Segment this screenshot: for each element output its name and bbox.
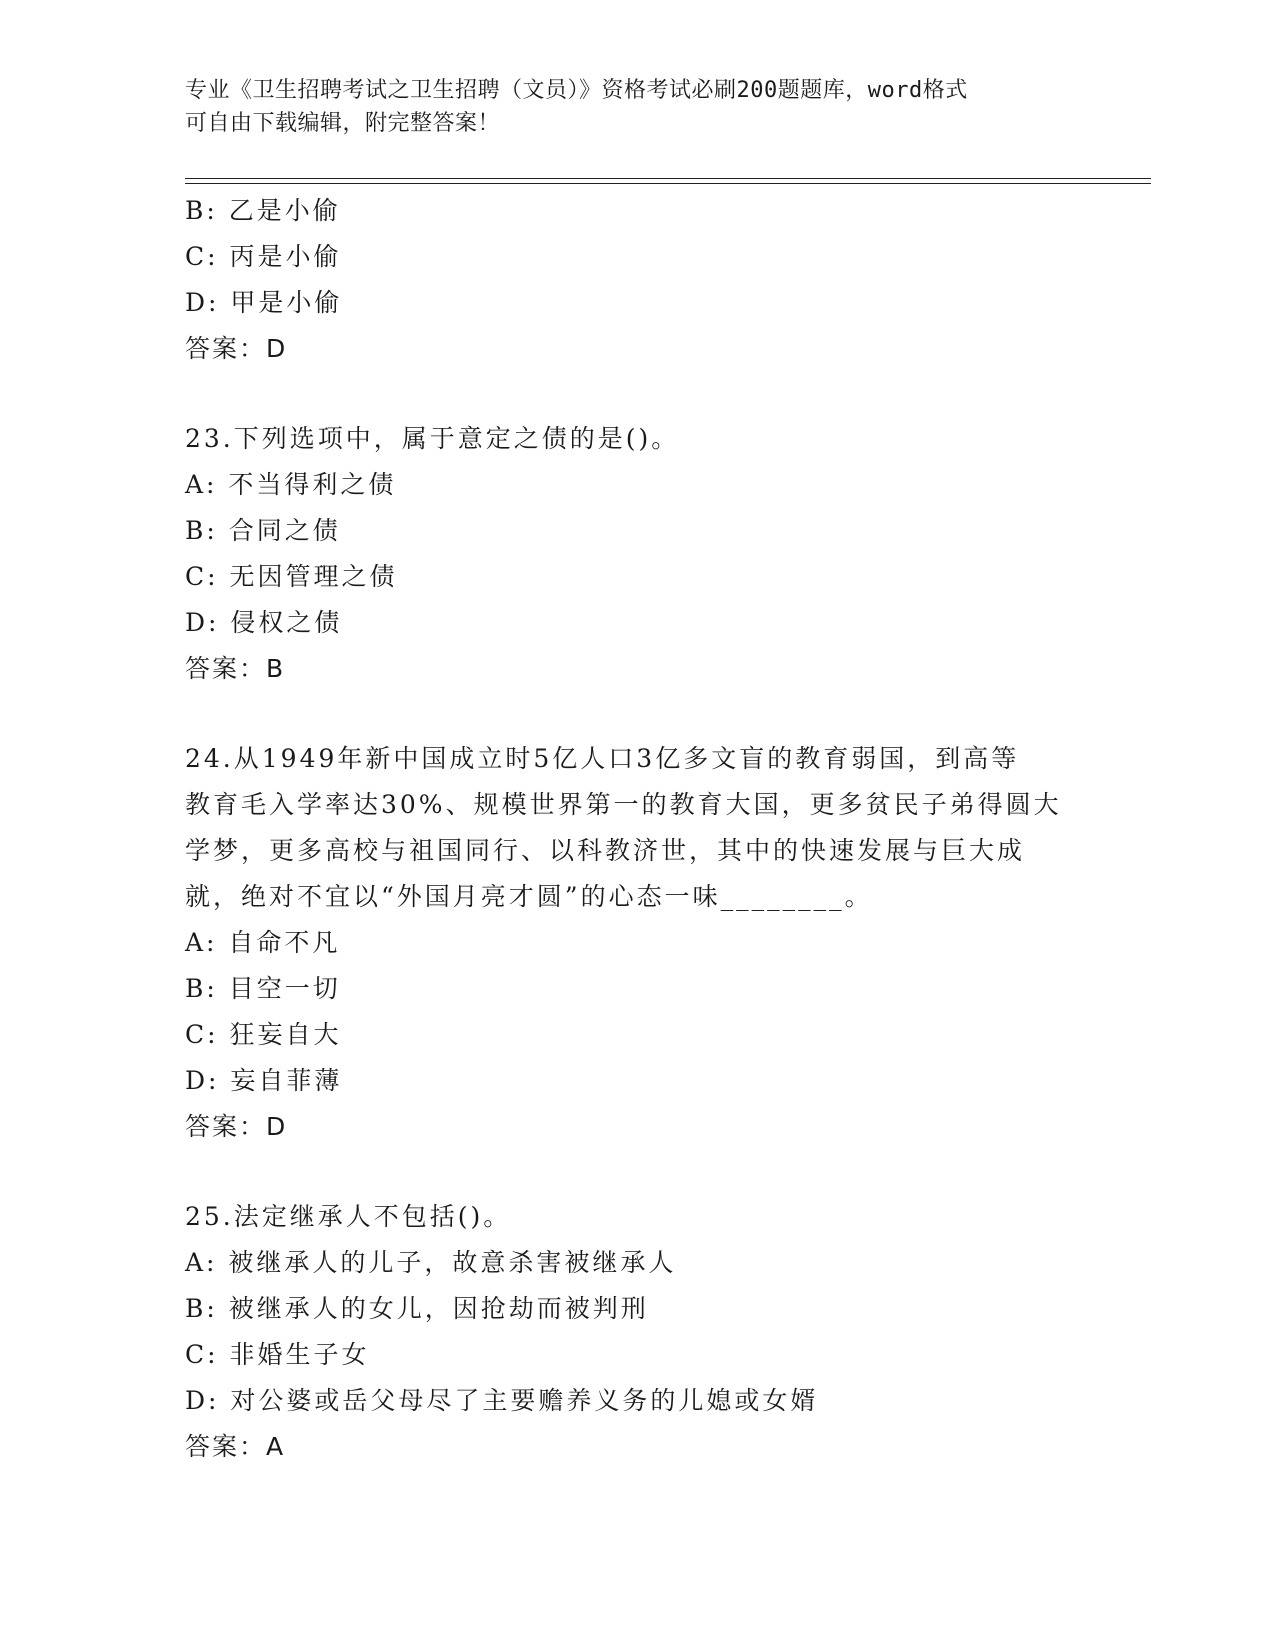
option-b: B: 乙是小偷 xyxy=(185,196,341,225)
header-title-line-2: 可自由下载编辑，附完整答案！ xyxy=(185,111,501,136)
question-24 xyxy=(185,736,1085,1150)
question-stem-line-3: 学梦，更多高校与祖国同行、以科教济世，其中的快速发展与巨大成 xyxy=(185,836,1026,865)
option-d: D: 侵权之债 xyxy=(185,608,343,637)
question-stem-line-4: 就，绝对不宜以“外国月亮才圆”的心态一味________。 xyxy=(185,882,873,911)
option-c: C: 丙是小偷 xyxy=(185,242,342,271)
answer: 答案：B xyxy=(185,654,286,683)
option-a: A: 被继承人的儿子，故意杀害被继承人 xyxy=(185,1248,677,1277)
option-b: B: 合同之债 xyxy=(185,516,341,545)
header-divider-bottom xyxy=(185,183,1151,184)
question-stem-line-2: 教育毛入学率达30%、规模世界第一的教育大国，更多贫民子弟得圆大 xyxy=(185,790,1062,819)
question-22 xyxy=(185,188,1085,372)
question-stem: 25.法定继承人不包括()。 xyxy=(185,1202,512,1231)
question-list xyxy=(185,188,1085,1470)
question-stem-line-1: 24.从1949年新中国成立时5亿人口3亿多文盲的教育弱国，到高等 xyxy=(185,744,1020,773)
option-c: C: 狂妄自大 xyxy=(185,1020,342,1049)
option-c: C: 非婚生子女 xyxy=(185,1340,370,1369)
answer: 答案：D xyxy=(185,334,288,363)
document-header xyxy=(185,74,1085,140)
option-c: C: 无因管理之债 xyxy=(185,562,398,591)
question-23 xyxy=(185,416,1085,692)
header-divider-top xyxy=(185,178,1151,179)
option-a: A: 自命不凡 xyxy=(185,928,341,957)
option-b: B: 被继承人的女儿，因抢劫而被判刑 xyxy=(185,1294,649,1323)
answer: 答案：D xyxy=(185,1112,288,1141)
option-a: A: 不当得利之债 xyxy=(185,470,397,499)
question-25 xyxy=(185,1194,1085,1470)
option-d: D: 对公婆或岳父母尽了主要赡养义务的儿媳或女婿 xyxy=(185,1386,819,1415)
option-d: D: 甲是小偷 xyxy=(185,288,343,317)
option-d: D: 妄自菲薄 xyxy=(185,1066,343,1095)
answer: 答案：A xyxy=(185,1432,286,1461)
header-title-line-1: 专业《卫生招聘考试之卫生招聘（文员）》资格考试必刷200题题库，word格式 xyxy=(185,78,968,103)
question-stem: 23.下列选项中，属于意定之债的是()。 xyxy=(185,424,680,453)
option-b: B: 目空一切 xyxy=(185,974,341,1003)
